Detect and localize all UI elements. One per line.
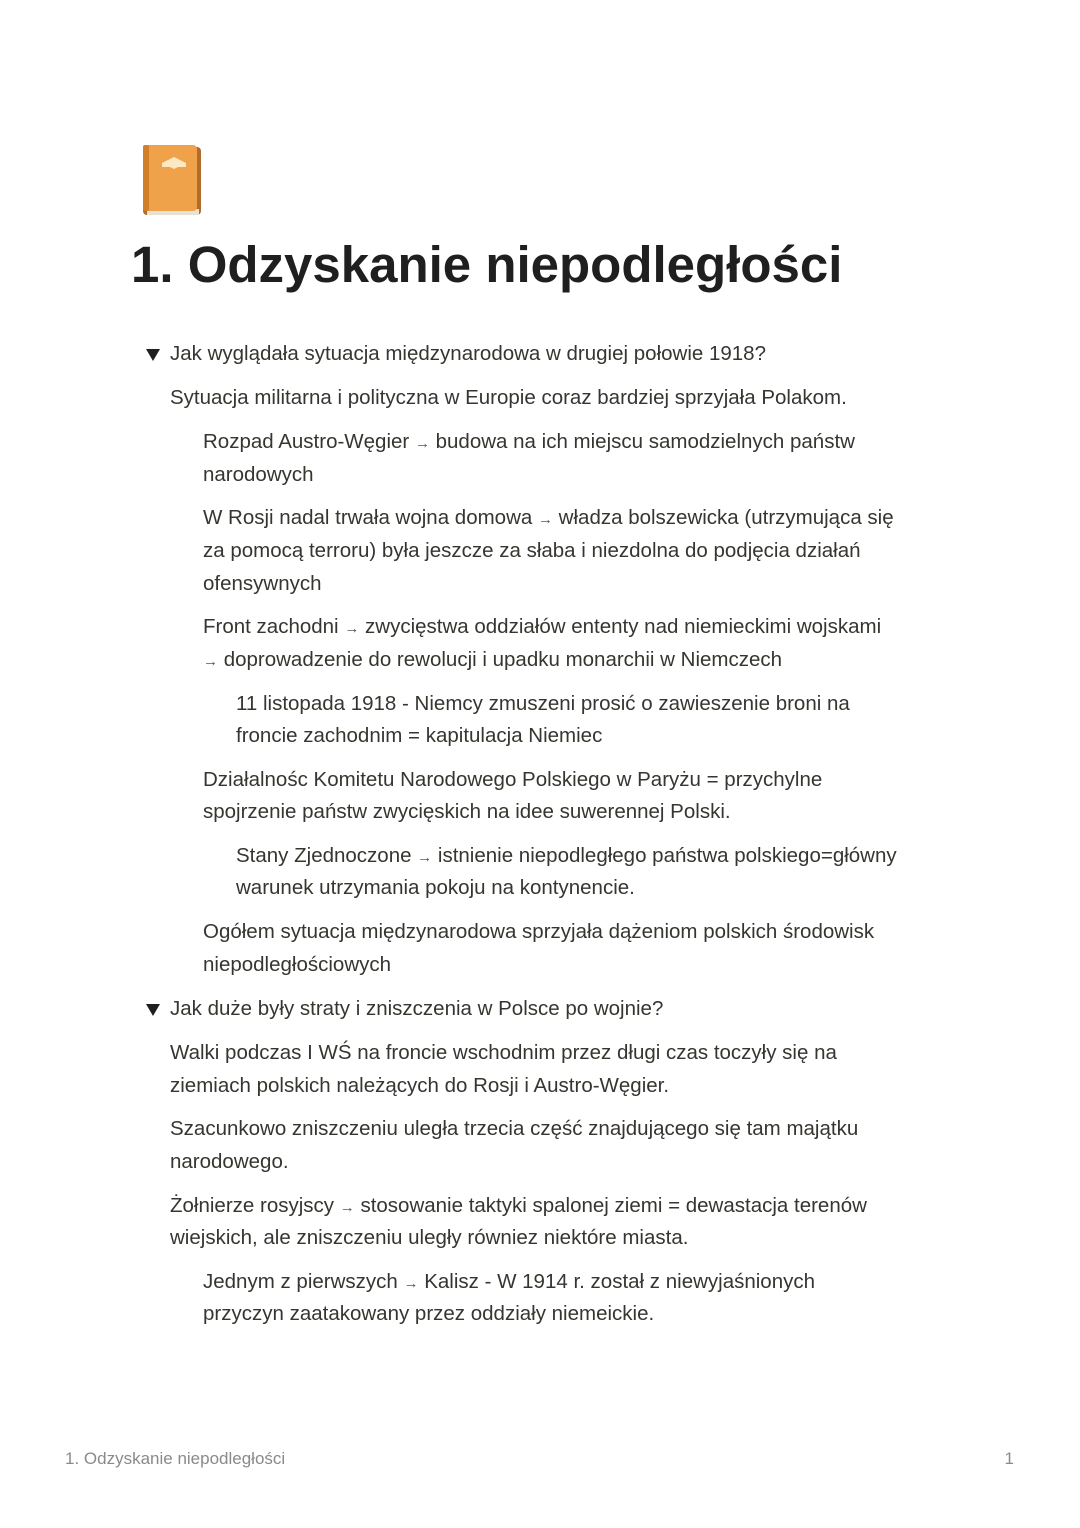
text-line: Rozpad Austro-Węgier → budowa na ich miejscu samodzielnych państw [203, 430, 855, 453]
arrow-right-icon: → [537, 511, 553, 528]
text-line: za pomocą terroru) była jeszcze za słaba i niezdolna do podjęcia działań [203, 539, 861, 562]
text-line: przyczyn zaatakowany przez oddziały niemeickie. [203, 1302, 655, 1325]
text-line: Ogółem sytuacja międzynarodowa sprzyjała dążeniom polskich środowisk [203, 920, 875, 943]
toggle-question-1[interactable] [146, 337, 766, 370]
arrow-right-icon: → [403, 1275, 419, 1292]
text-line: Działalnośc Komitetu Narodowego Polskiego w Paryżu = przychylne [203, 768, 823, 791]
text-line: Front zachodni → zwycięstwa oddziałów ententy nad niemieckimi wojskami [203, 615, 882, 638]
text-line: warunek utrzymania pokoju na kontynencie. [236, 876, 635, 899]
text-line: Stany Zjednoczone → istnienie niepodległego państwa polskiego=główny [236, 844, 897, 867]
arrow-right-icon: → [339, 1199, 355, 1216]
triangle-down-icon[interactable] [146, 349, 160, 361]
text-line: ziemiach polskich należących do Rosji i Austro-Węgier. [170, 1074, 670, 1097]
arrow-right-icon: → [417, 849, 433, 866]
text-line: 11 listopada 1918 - Niemcy zmuszeni prosić o zawieszenie broni na [236, 692, 850, 715]
arrow-right-icon: → [203, 653, 218, 670]
text-line: → doprowadzenie do rewolucji i upadku monarchii w Niemczech [203, 648, 783, 671]
text-line: Żołnierze rosyjscy → stosowanie taktyki spalonej ziemi = dewastacja terenów [170, 1194, 867, 1217]
text-line: Walki podczas I WŚ na froncie wschodnim przez długi czas toczyły się na [170, 1041, 837, 1064]
text-line: Szacunkowo zniszczeniu uległa trzecia część znajdującego się tam majątku [170, 1117, 859, 1140]
arrow-right-icon: → [344, 620, 360, 637]
arrow-right-icon: → [414, 435, 430, 452]
text-line: ofensywnych [203, 572, 322, 595]
page-number: 1 [1004, 1449, 1014, 1468]
text-line: spojrzenie państw zwycięskich na idee suwerennej Polski. [203, 800, 731, 823]
footer-title: 1. Odzyskanie niepodległości [65, 1449, 286, 1468]
toggle-label: Jak duże były straty i zniszczenia w Polsce po wojnie? [170, 997, 664, 1020]
text-line: wiejskich, ale zniszczeniu uległy równiez niektóre miasta. [170, 1226, 689, 1249]
text-line: Jednym z pierwszych → Kalisz - W 1914 r. został z niewyjaśnionych [203, 1270, 816, 1293]
page-title: 1. Odzyskanie niepodległości [131, 236, 843, 293]
text-line: W Rosji nadal trwała wojna domowa → władza bolszewicka (utrzymująca się [203, 506, 894, 529]
triangle-down-icon[interactable] [146, 1004, 160, 1016]
toggle-question-2[interactable] [146, 992, 663, 1025]
text-line: froncie zachodnim = kapitulacja Niemiec [236, 724, 603, 747]
text-line: narodowego. [170, 1150, 289, 1173]
book-icon [140, 143, 204, 217]
text-line: niepodległościowych [203, 953, 392, 976]
text-line: Sytuacja militarna i polityczna w Europie coraz bardziej sprzyjała Polakom. [170, 386, 847, 409]
text-line: narodowych [203, 463, 314, 486]
toggle-label: Jak wyglądała sytuacja międzynarodowa w drugiej połowie 1918? [170, 342, 766, 365]
